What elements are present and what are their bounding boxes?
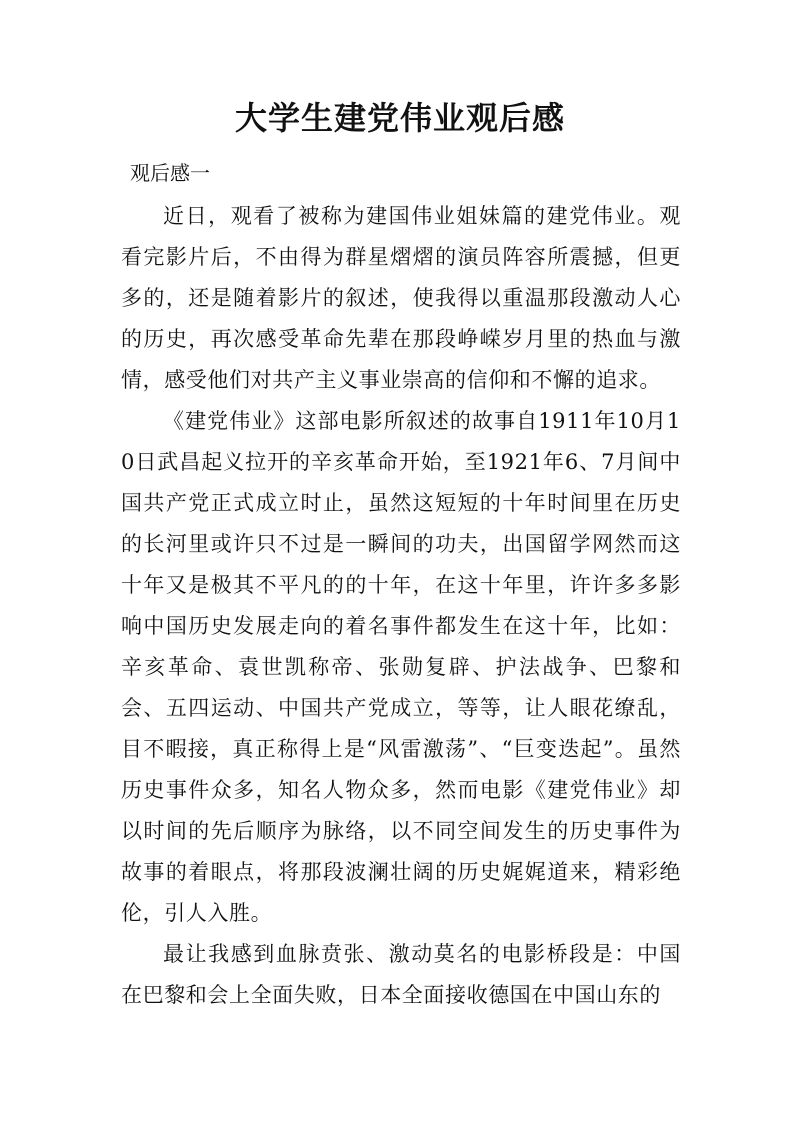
section-heading: 观后感一 [130,161,210,185]
paragraph: 最让我感到血脉贲张、激动莫名的电影桥段是：中国在巴黎和会上全面失败，日本全面接收德国在中国山东的 [121,942,681,1007]
document-body [121,196,681,1016]
document-title: 大学生建党伟业观后感 [234,99,565,137]
paragraph: 《建党伟业》这部电影所叙述的故事自1911年10月10日武昌起义拉开的辛亥革命开始，至1921年6、7月间中国共产党正式成立时止，虽然这短短的十年时间里在历史的长河里或许只不过是一瞬间的功夫，出国留学网然而这十年又是极其不平凡的的十年，在这十年里，许许多多影响中国历史发展走向的着名事件都发生在这十年，比如：辛亥革命、袁世凯称帝、张勋复辟、护法战争、巴黎和会、五四运动、中国共产党成立，等等，让人眼花缭乱，目不暇接，真正称得上是“风雷激荡”、“巨变迭起”。虽然历史事件众多，知名人物众多，然而电影《建党伟业》却以时间的先后顺序为脉络，以不同空间发生的历史事件为故事的着眼点，将那段波澜壮阔的历史娓娓道来，精彩绝伦，引人入胜。 [121,409,681,925]
paragraph: 近日，观看了被称为建国伟业姐妹篇的建党伟业。观看完影片后，不由得为群星熠熠的演员阵容所震撼，但更多的，还是随着影片的叙述，使我得以重温那段激动人心的历史，再次感受革命先辈在那段峥嵘岁月里的热血与激情，感受他们对共产主义事业崇高的信仰和不懈的追求。 [121,204,681,392]
